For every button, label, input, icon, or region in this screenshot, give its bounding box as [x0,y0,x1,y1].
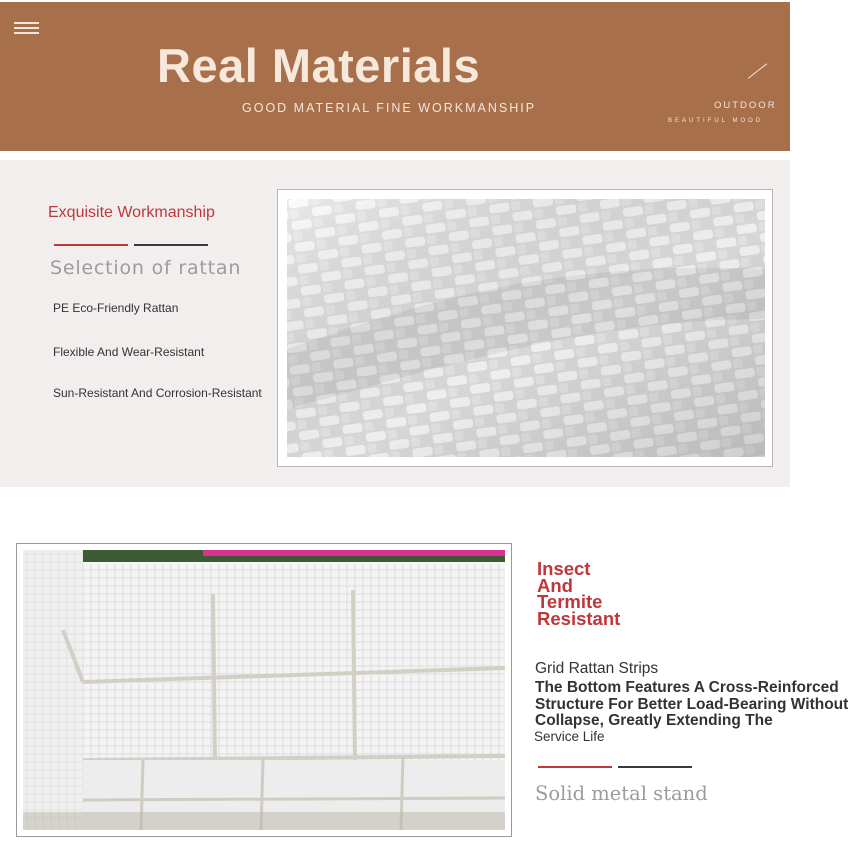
workmanship-title: Exquisite Workmanship [48,204,215,221]
feature-item: Flexible And Wear-Resistant [53,345,205,359]
selection-heading: Selection of rattan [50,257,242,279]
description-line: Structure For Better Load-Bearing Without [535,695,848,713]
description-line: The Bottom Features A Cross-Reinforced [535,679,839,696]
sofa-frame-photo-frame [16,543,512,837]
grid-rattan-title: Grid Rattan Strips [535,660,659,677]
hamburger-menu-icon[interactable] [14,22,39,36]
accent-line-dark [618,766,692,768]
accent-line-red [54,244,128,246]
insect-resistant-title [537,558,621,629]
rattan-weave-photo-frame [277,189,773,467]
insect-title-line: Insect [537,558,591,579]
accent-line-red [538,766,612,768]
feature-item: Sun-Resistant And Corrosion-Resistant [53,386,262,400]
banner-subtitle: GOOD MATERIAL FINE WORKMANSHIP [242,101,537,115]
sofa-frame-photo [23,550,505,830]
outdoor-tag: OUTDOOR [714,100,777,111]
metal-stand-heading: Solid metal stand [535,782,708,805]
accent-line-dark [134,244,208,246]
structure-description [535,679,848,730]
decorative-slash [748,63,768,79]
insect-title-line: Resistant [537,607,621,629]
rattan-weave-photo [287,199,765,457]
insect-title-line: And [537,574,573,596]
service-life-label: Service Life [534,729,605,744]
description-line: Collapse, Greatly Extending The [535,712,773,729]
insect-title-line: Termite [537,591,603,612]
banner-title: Real Materials [157,39,481,92]
beautiful-mood-tag: BEAUTIFUL MOOD [668,118,764,124]
feature-item: PE Eco-Friendly Rattan [53,301,179,315]
header-banner [0,2,790,151]
